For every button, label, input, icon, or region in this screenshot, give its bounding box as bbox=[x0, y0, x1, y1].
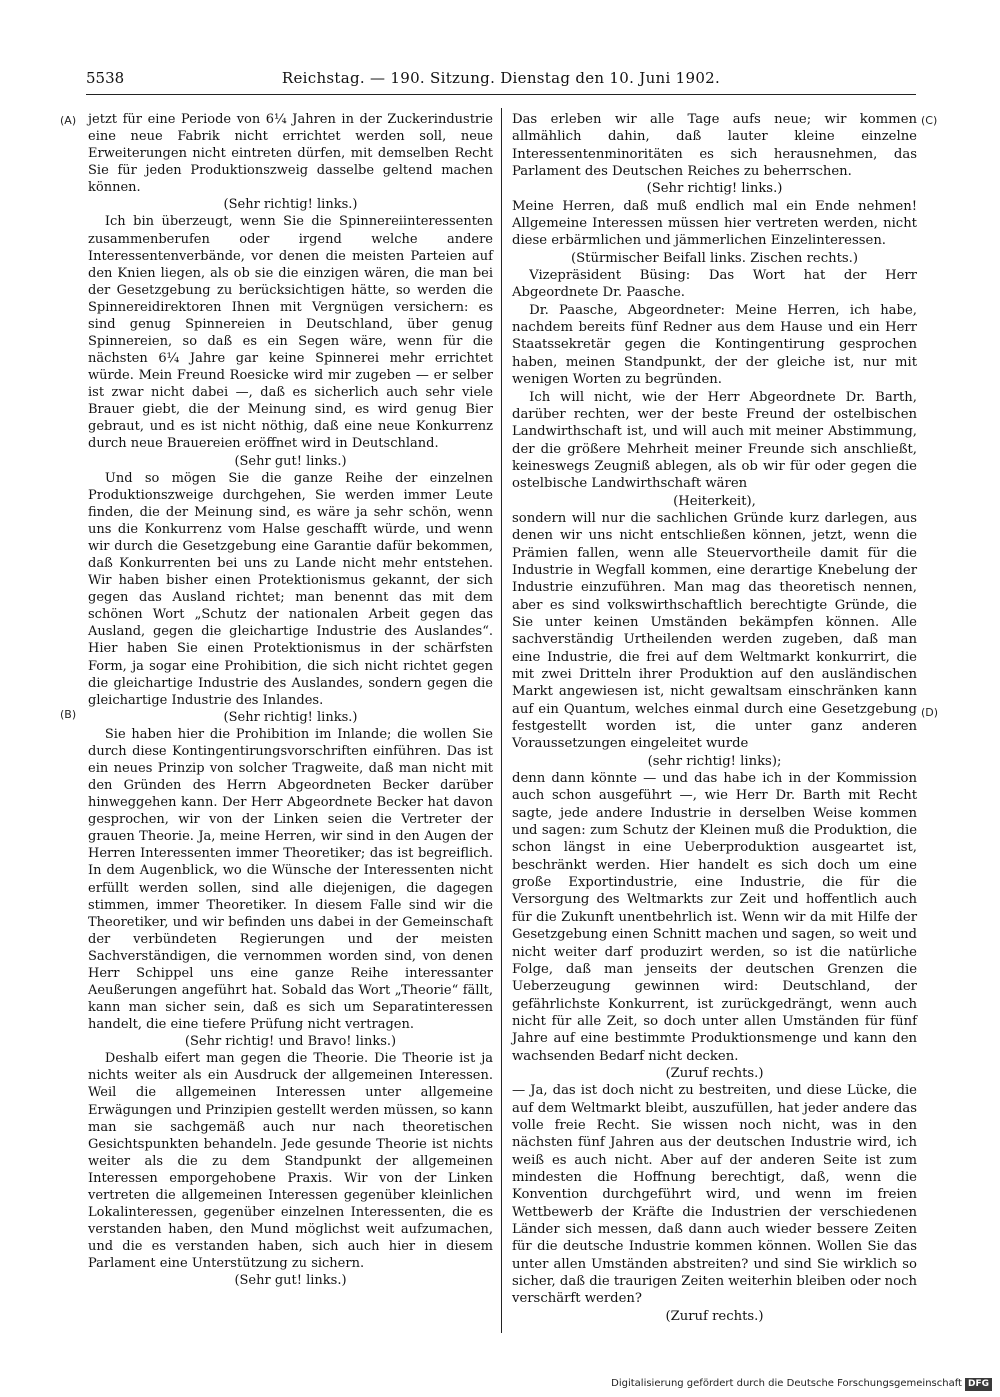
interjection: (Sehr gut! links.) bbox=[234, 453, 347, 469]
paragraph: Ich will nicht, wie der Herr Abgeordnete Dr. Barth, darüber rechten, wer der beste Freund der ostelbischen Landwirthschaft ist, und will auch mit meiner Abstimmung, der die größere Mehrheit meiner Freunde sich anschließt, keineswegs Zeugniß ablegen, als ob wir für oder gegen die ostelbische Landwirthschaft wären bbox=[512, 389, 917, 492]
page-header bbox=[86, 66, 916, 90]
column-divider bbox=[501, 108, 502, 1333]
interjection: (Sehr richtig! links.) bbox=[223, 709, 358, 725]
paragraph: Ich bin überzeugt, wenn Sie die Spinnereiinteressenten zusammenberufen oder irgend welche andere Interessentenverbände, vor denen die meisten Parteien auf den Knien liegen, als ob sie die einzigen wären, die man bei der Gesetzgebung zu berücksichtigen hätte, so werden die Spinnereidirektoren Ihnen mit Vergnügen versichern: es sind genug Spinnereien in Deutschland, über genug Spinnereien, so daß es ein Segen wäre, wenn für die nächsten 6¼ Jahre gar keine Spinnerei mehr errichtet würde. Mein Freund Roesicke wird mir zugeben — er selber ist zwar nicht dabei —, daß es sicherlich auch sehr viele Brauer giebt, die der Meinung sind, es wird genug Bier gebraut, und es ist nicht nöthig, daß eine neue Konkurrenz durch neue Brauereien eröffnet wird in Deutschland. bbox=[88, 214, 493, 452]
interjection: (Sehr richtig! und Bravo! links.) bbox=[184, 1034, 397, 1050]
header-rule bbox=[86, 94, 916, 95]
interjection: (Stürmischer Beifall links. Zischen rechts.) bbox=[570, 250, 858, 266]
paragraph: Dr. Paasche, Abgeordneter: Meine Herren, ich habe, nachdem bereits fünf Redner aus dem Hause und ein Herr Staatssekretär gegen die Kontingentirung gesprochen haben, meinen Standpunkt, der der gleiche ist, nur mit wenigen Worten zu begründen. bbox=[512, 302, 917, 388]
paragraph: Vizepräsident Büsing: Das Wort hat der Herr Abgeordnete Dr. Paasche. bbox=[512, 268, 917, 301]
interjection: (sehr richtig! links); bbox=[647, 753, 782, 769]
interjection: (Zuruf rechts.) bbox=[665, 1308, 764, 1324]
paragraph: Sie haben hier die Prohibition im Inlande; die wollen Sie durch diese Kontingentirungsvorschriften einführen. Das ist ein neues Prinzip von solcher Tragweite, daß man nicht mit den Gründen des Herrn Abgeordneten Becker darüber hinweggehen kann. Der Herr Abgeordnete Becker hat davon gesprochen, wir von der Linken seien die Vertreter der grauen Theorie. Ja, meine Herren, wir sind in den Augen der Herren Interessenten immer Theoretiker; das ist begreiflich. In dem Augenblick, wo die Wünsche der Interessenten nicht erfüllt werden sollen, sind alle diejenigen, die dagegen stimmen, immer Theoretiker. In diesem Falle sind wir die Theoretiker, und wir befinden uns dabei in der Gemeinschaft der verbündeten Regierungen und der meisten Sachverständigen, die vernommen worden sind, von denen Herr Schippel uns eine ganze Reihe interessanter Aeußerungen angeführt hat. Sobald das Wort „Theorie“ fällt, kann man sicher sein, daß es sich um Separatinteressen handelt, die eine tiefere Prüfung nicht vertragen. bbox=[88, 726, 493, 1033]
margin-marker-d: (D) bbox=[921, 706, 939, 719]
paragraph: Und so mögen Sie die ganze Reihe der einzelnen Produktionszweige durchgehen, Sie werden immer Leute finden, die der Meinung sind, es wäre ja sehr schön, wenn uns die Konkurrenz vom Halse geschafft würde, und wenn wir durch die Gesetzgebung eine Garantie dafür bekommen, daß Konkurrenten bei uns zu Lande nicht mehr entstehen. Wir haben bisher einen Protektionismus gekannt, der sich gegen das Ausland richtet; man benennt das mit dem schönen Wort „Schutz der nationalen Arbeit gegen das Ausland, gegen die gleichartige Industrie des Auslandes“. Hier haben Sie einen Protektionismus in der schärfsten Form, ja sogar eine Prohibition, die sich nicht richtet gegen die gleichartige Industrie des Auslandes, sondern gegen die gleichartige Industrie des Inlandes. bbox=[88, 470, 493, 708]
left-column bbox=[88, 111, 493, 1289]
paragraph: Meine Herren, daß muß endlich mal ein Ende nehmen! Allgemeine Interessen müssen hier vertreten werden, nicht diese erbärmlichen und jämmerlichen Einzelinteressen. bbox=[512, 198, 917, 249]
paragraph: denn dann könnte — und das habe ich in der Kommission auch schon ausgeführt —, wie Herr Dr. Barth mit Recht sagte, jede andere Industrie in derselben Weise kommen und sagen: zum Schutz der Kleinen muß die Produktion, die schon längst in eine Ueberproduktion ausgeartet ist, beschränkt werden. Hier handelt es sich doch um eine große Exportindustrie, eine Industrie, die für die Versorgung des Weltmarkts zur Zeit und hoffentlich auch für die Zukunft unentbehrlich ist. Wenn wir da mit Hilfe der Gesetzgebung einen Schnitt machen und sagen, so weit und nicht weiter darf produzirt werden, so ist die natürliche Folge, daß man jenseits der deutschen Grenzen die Ueberzeugung gewinnen wird: Deutschland, der gefährlichste Konkurrent, ist zurückgedrängt, wenn auch nicht für alle Zeit, so doch unter allen Umständen für fünf Jahre auf eine bestimmte Produktionsmenge und kann den wachsenden Bedarf nicht decken. bbox=[512, 771, 917, 1064]
margin-marker-b: (B) bbox=[60, 708, 77, 721]
page-footer bbox=[611, 1376, 992, 1392]
paragraph: Das erleben wir alle Tage aufs neue; wir kommen allmählich dahin, daß lauter kleine einzelne Interessentenminoritäten es sich herausnehmen, das Parlament des Deutschen Reiches zu beherrschen. bbox=[512, 112, 917, 180]
margin-marker-c: (C) bbox=[921, 114, 938, 127]
header-title: Reichstag. — 190. Sitzung. Dienstag den 10. Juni 1902. bbox=[281, 69, 721, 87]
interjection: (Sehr richtig! links.) bbox=[223, 197, 358, 213]
right-column bbox=[512, 111, 917, 1325]
interjection: (Sehr richtig! links.) bbox=[646, 181, 783, 197]
interjection: (Sehr gut! links.) bbox=[234, 1273, 347, 1289]
paragraph: jetzt für eine Periode von 6¼ Jahren in der Zuckerindustrie eine neue Fabrik nicht errichtet werden soll, neue Erweiterungen nicht eintreten dürfen, mit demselben Recht Sie für jeden Produktionszweig dasselbe geltend machen können. bbox=[88, 112, 493, 196]
interjection: (Zuruf rechts.) bbox=[665, 1065, 764, 1081]
interjection: (Heiterkeit), bbox=[673, 493, 756, 509]
paragraph: Deshalb eifert man gegen die Theorie. Die Theorie ist ja nichts weiter als ein Ausdruck der allgemeinen Interessen. Weil die allgemeinen Interessen unter allgemeine Erwägungen und Prinzipien gestellt werden müssen, so kann man sie sachgemäß auch nur nach theoretischen Gesichtspunkten behandeln. Jede gesunde Theorie ist nichts weiter als die zu dem Standpunkt der allgemeinen Interessen emporgehobene Praxis. Wir von der Linken vertreten die allgemeinen Interessen gegenüber kleinlichen Lokalinteressen, gegenüber einzelnen Interessenten, die es verstanden haben, den Mund möglichst weit aufzumachen, und die es verstanden haben, sich auch hier in diesem Parlament eine Unterstützung zu sichern. bbox=[88, 1051, 493, 1272]
footer-text: Digitalisierung gefördert durch die Deutsche Forschungsgemeinschaft bbox=[611, 1378, 962, 1389]
page-number: 5538 bbox=[86, 69, 125, 87]
paragraph: — Ja, das ist doch nicht zu bestreiten, und diese Lücke, die auf dem Weltmarkt bleibt, auszufüllen, hat jeder andere das volle freie Recht. Sie wissen noch nicht, was in den nächsten fünf Jahren aus der deutschen Industrie wird, ich weiß es auch nicht. Aber auf der anderen Seite ist zum mindesten die Hoffnung berechtigt, daß, wenn die Konvention durchgeführt wird, und wenn im freien Wettbewerb der Kräfte die Industrien der verschiedenen Länder sich messen, daß dann auch wieder bessere Zeiten für die deutsche Industrie kommen können. Wollen Sie das unter allen Umständen abstreiten? und sind Sie wirklich so sicher, daß die traurigen Zeiten weiterhin bleiben oder noch verschärft werden? bbox=[512, 1083, 917, 1307]
margin-marker-a: (A) bbox=[60, 114, 77, 127]
paragraph: sondern will nur die sachlichen Gründe kurz darlegen, aus denen wir uns nicht entschließen können, jetzt, wenn die Prämien fallen, wenn alle Steuervortheile damit für die Industrie in Wegfall kommen, eine derartige Knebelung der Industrie einzuführen. Man mag das theoretisch nennen, aber es sind volkswirthschaftlich berechtigte Gründe, die Sie unter keinen Umständen bekämpfen können. Alle sachverständig Urtheilenden werden zugeben, daß man eine Industrie, die frei auf dem Weltmarkt konkurrirt, die mit zwei Dritteln ihrer Produktion auf den ausländischen Markt angewiesen ist, nicht gewaltsam einschränken kann auf ein Quantum, welches einmal durch eine Gesetzgebung festgestellt worden ist, die unter ganz anderen Voraussetzungen eingeleitet wurde bbox=[512, 510, 917, 752]
dfg-logo: DFG bbox=[965, 1378, 992, 1391]
